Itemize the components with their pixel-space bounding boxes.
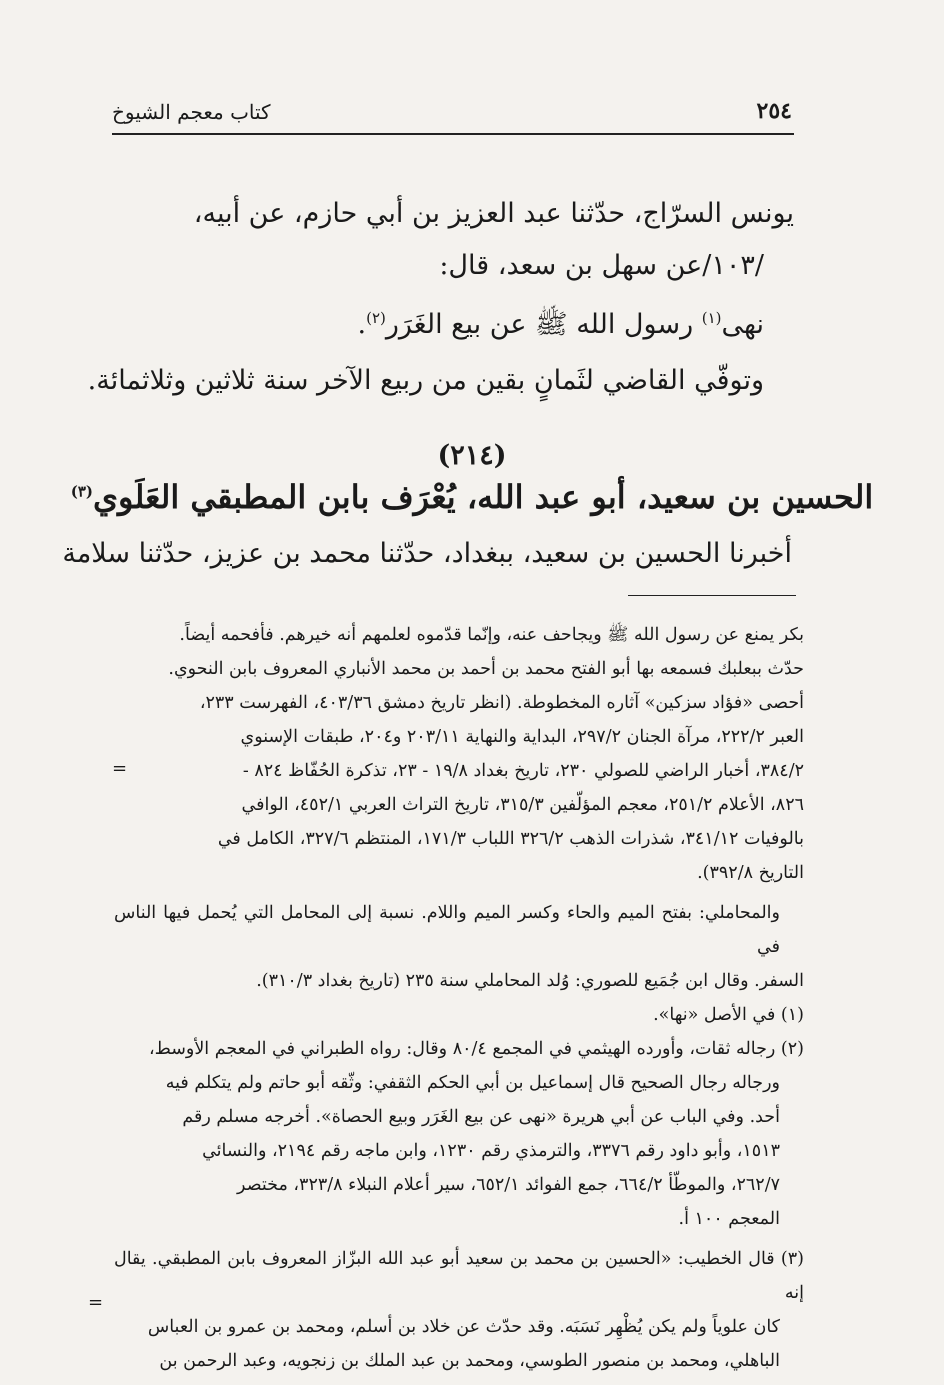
footnote-2-line: ٢٦٢/٧، والموطّأ ٦٦٤/٢، جمع الفوائد ٦٥٢/١، سير أعلام النبلاء ٣٢٣/٨، مختصر	[237, 1175, 780, 1195]
continuation-mark: =	[88, 1292, 104, 1313]
note-line: العبر ٢٢٢/٢، مرآة الجنان ٢٩٧/٢، البداية والنهاية ٢٠٣/١١ و٢٠٤، طبقات الإسنوي	[240, 727, 804, 747]
footnote-2-line: ١٥١٣، وأبو داود رقم ٣٣٧٦، والترمذي رقم ١٢٣٠، وابن ماجه رقم ٢١٩٤، والنسائي	[202, 1141, 780, 1161]
main-line	[152, 292, 792, 351]
page-header	[112, 96, 792, 132]
note-line: حدّث ببعلبك فسمعه بها أبو الفتح محمد بن أحمد بن محمد الأنباري المعروف بابن النحوي.	[168, 659, 804, 679]
note-line: السفر. وقال ابن جُمَيع للصوري: وُلد المحاملي سنة ٢٣٥ (تاريخ بغداد ٣١٠/٣).	[256, 971, 804, 991]
footnote-2-line: ورجاله رجال الصحيح قال إسماعيل بن أبي الحكم الثقفي: وثّقه أبو حاتم ولم يتكلم فيه	[165, 1073, 780, 1093]
note-line: بالوفيات ٣٤١/١٢، شذرات الذهب ٣٢٦/٢ اللباب ١٧١/٣، المنتظم ٣٢٧/٦، الكامل في	[217, 829, 804, 849]
footnote-3-line: (٣) قال الخطيب: «الحسين بن محمد بن سعيد أبو عبد الله البزّاز المعروف بابن المطبقي. يقال إنه	[114, 1249, 804, 1303]
hadith-text: رسول الله ﷺ عن بيع الغَرَر	[385, 309, 702, 340]
note-line: بكر يمنع عن رسول الله ﷺ ويجاحف عنه، وإنّما قدّموه لعلمهم أنه خيرهم. فأفحمه أيضاً.	[179, 625, 804, 645]
entry-title-text: الحسين بن سعيد، أبو عبد الله، يُعْرَف بابن المطبقي العَلَوي	[93, 478, 874, 516]
main-line: يونس السرّاج، حدّثنا عبد العزيز بن أبي حازم، عن أبيه،	[193, 198, 794, 229]
continuation-mark: =	[112, 758, 128, 779]
main-line: وتوفّي القاضي لثَمانٍ بقين من ربيع الآخر سنة ثلاثين وثلاثمائة.	[87, 365, 764, 396]
running-title: كتاب معجم الشيوخ	[112, 100, 271, 124]
entry-first-line: أخبرنا الحسين بن سعيد، ببغداد، حدّثنا محمد بن عزيز، حدّثنا سلامة	[62, 538, 792, 569]
header-rule	[112, 133, 794, 135]
note-line: ٨٢٦، الأعلام ٢٥١/٢، معجم المؤلّفين ٣١٥/٣، تاريخ التراث العربي ٤٥٢/١، الوافي	[241, 795, 804, 815]
note-line: ٣٨٤/٢، أخبار الراضي للصولي ٢٣٠، تاريخ بغداد ١٩/٨ - ٢٣، تذكرة الحُفّاظ ٨٢٤ -	[242, 761, 804, 781]
note-line: التاريخ ٣٩٢/٨).	[697, 863, 804, 883]
entry-title	[0, 478, 944, 516]
footnote-ref-1: (١)	[701, 309, 722, 327]
footnote-ref-2: (٢)	[366, 309, 386, 327]
footnote-1: (١) في الأصل «نها».	[653, 1005, 804, 1025]
footnote-3-line: كان علوياً ولم يكن يُظْهِر نَسَبَه. وقد حدّث عن خلاد بن أسلم، ومحمد بن عمرو بن العباس	[147, 1317, 780, 1337]
footnote-2-line: المعجم ١٠٠ أ.	[678, 1209, 780, 1229]
entry-number: (٢١٤)	[437, 440, 507, 471]
page-number: ٢٥٤	[756, 98, 792, 124]
hadith-text: .	[357, 309, 367, 340]
footnote-ref-3: (٣)	[70, 482, 93, 501]
main-line: /١٠٣/عن سهل بن سعد، قال:	[439, 250, 764, 281]
note-line: أحصى «فؤاد سزكين» آثاره المخطوطة. (انظر تاريخ دمشق ٤٠٣/٣٦، الفهرست ٢٣٣،	[199, 693, 804, 713]
footnote-rule	[628, 595, 796, 596]
hadith-text: نهى	[721, 309, 764, 340]
footnote-3-line: الباهلي، ومحمد بن منصور الطوسي، ومحمد بن عبد الملك بن زنجويه، وعبد الرحمن بن	[159, 1351, 780, 1371]
main-text	[87, 188, 794, 407]
footnotes	[114, 618, 804, 1378]
note-line: والمحاملي: بفتح الميم والحاء وكسر الميم واللام. نسبة إلى المحامل التي يُحمل فيها الناس في	[114, 903, 780, 957]
footnote-2-line: (٢) رجاله ثقات، وأورده الهيثمي في المجمع ٨٠/٤ وقال: رواه الطبراني في المعجم الأوسط،	[148, 1039, 804, 1059]
footnote-2-line: أحد. وفي الباب عن أبي هريرة «نهى عن بيع الغَرَر وبيع الحصاة». أخرجه مسلم رقم	[182, 1107, 780, 1127]
